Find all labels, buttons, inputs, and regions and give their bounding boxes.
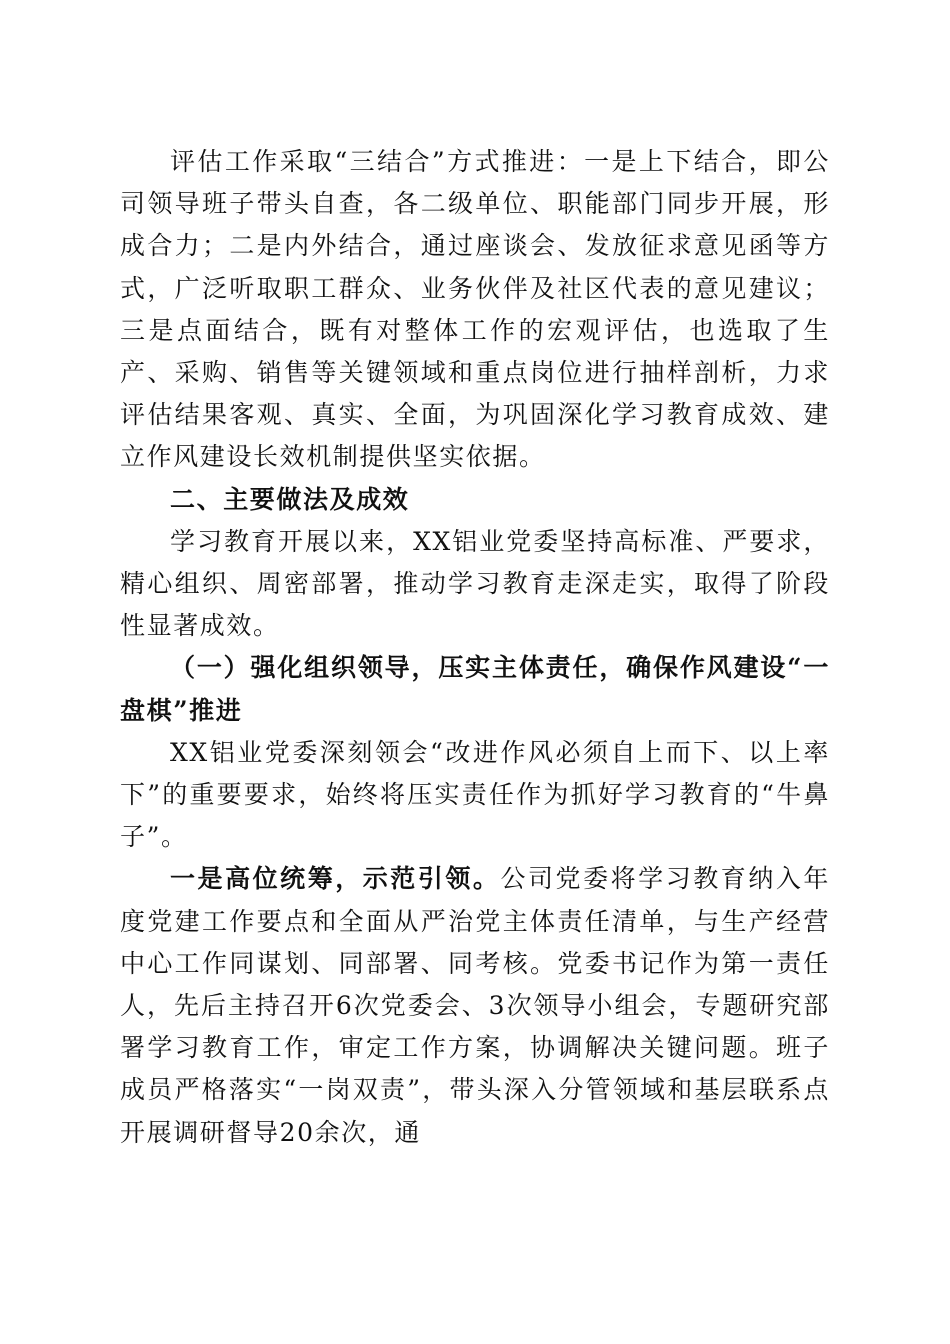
subheading-organization-leadership: （一）强化组织领导，压实主体责任，确保作风建设“一盘棋”推进 (120, 653, 830, 725)
point-one-body: 公司党委将学习教育纳入年度党建工作要点和全面从严治党主体责任清单，与生产经营中心工作同谋划、同部署、同考核。党委书记作为第一责任人，先后主持召开6次党委会、3次领导小组会，专题研究部署学习教育工作，审定工作方案，协调解决关键问题。班子成员严格落实“一岗双责”，带头深入分管领域和基层联系点开展调研督导20余次，通 (120, 864, 830, 1147)
paragraph-point-one (120, 858, 830, 1153)
paragraph-intro: 学习教育开展以来，XX铝业党委坚持高标准、严要求，精心组织、周密部署，推动学习教育走深走实，取得了阶段性显著成效。 (120, 526, 830, 641)
section-heading-main-practices: 二、主要做法及成效 (170, 484, 410, 514)
paragraph-evaluation-method: 评估工作采取“三结合”方式推进：一是上下结合，即公司领导班子带头自查，各二级单位、职能部门同步开展，形成合力；二是内外结合，通过座谈会、发放征求意见函等方式，广泛听取职工群众、业务伙伴及社区代表的意见建议；三是点面结合，既有对整体工作的宏观评估，也选取了生产、采购、销售等关键领域和重点岗位进行抽样剖析，力求评估结果客观、真实、全面，为巩固深化学习教育成效、建立作风建设长效机制提供坚实依据。 (120, 147, 830, 472)
document-body (120, 141, 830, 1154)
paragraph-responsibility: XX铝业党委深刻领会“改进作风必须自上而下、以上率下”的重要要求，始终将压实责任作为抓好学习教育的“牛鼻子”。 (120, 737, 830, 852)
point-one-lead: 一是高位统筹，示范引领。 (170, 864, 501, 894)
